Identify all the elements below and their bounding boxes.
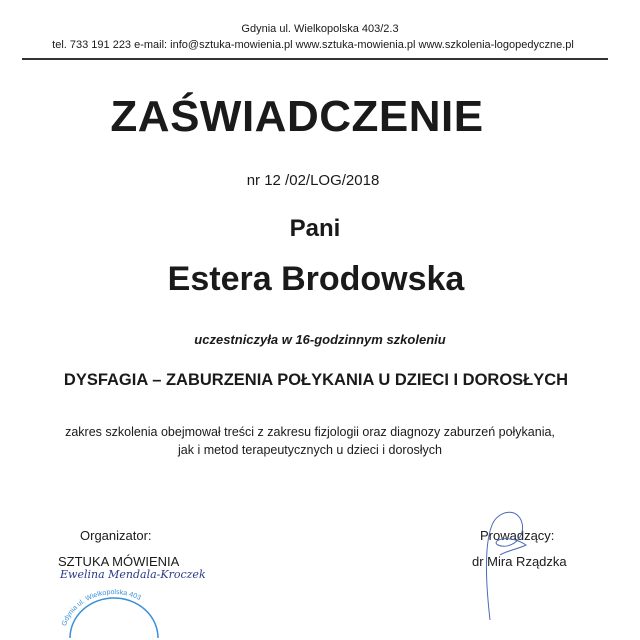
participation-text: uczestniczyła w 16-godzinnym szkoleniu (194, 332, 446, 347)
organizer-name: SZTUKA MÓWIENIA (58, 554, 180, 569)
organizer-stamp (50, 588, 180, 638)
organizer-label: Organizator: (80, 528, 152, 543)
course-title: DYSFAGIA – ZABURZENIA POŁYKANIA U DZIECI I DOROSŁYCH (63, 371, 569, 389)
recipient-name: Estera Brodowska (167, 260, 465, 298)
instructor-signature (478, 505, 538, 625)
salutation: Pani (289, 215, 341, 242)
stamp-text: Gdynia ul. Wielkopolska 403 (61, 588, 142, 628)
instructor-name: dr Mira Rządzka (472, 554, 567, 569)
description-line: jak i metod terapeutycznych u dzieci i dorosłych (177, 443, 443, 457)
header-address: Gdynia ul. Wielkopolska 403/2.3 (241, 23, 399, 35)
instructor-label: Prowadzący: (480, 528, 555, 543)
header-divider (22, 58, 608, 60)
organizer-signature: Ewelina Mendala-Kroczek (60, 568, 206, 581)
certificate-title: ZAŚWIADCZENIE (110, 92, 484, 141)
certificate-number: nr 12 /02/LOG/2018 (246, 172, 380, 189)
description-line: zakres szkolenia obejmował treści z zakresu fizjologii oraz diagnozy zaburzeń połykania, (65, 425, 555, 439)
header-contact: tel. 733 191 223 e-mail: info@sztuka-mowienia.pl www.sztuka-mowienia.pl www.szkolenia-logopedyczne.pl (52, 39, 574, 51)
